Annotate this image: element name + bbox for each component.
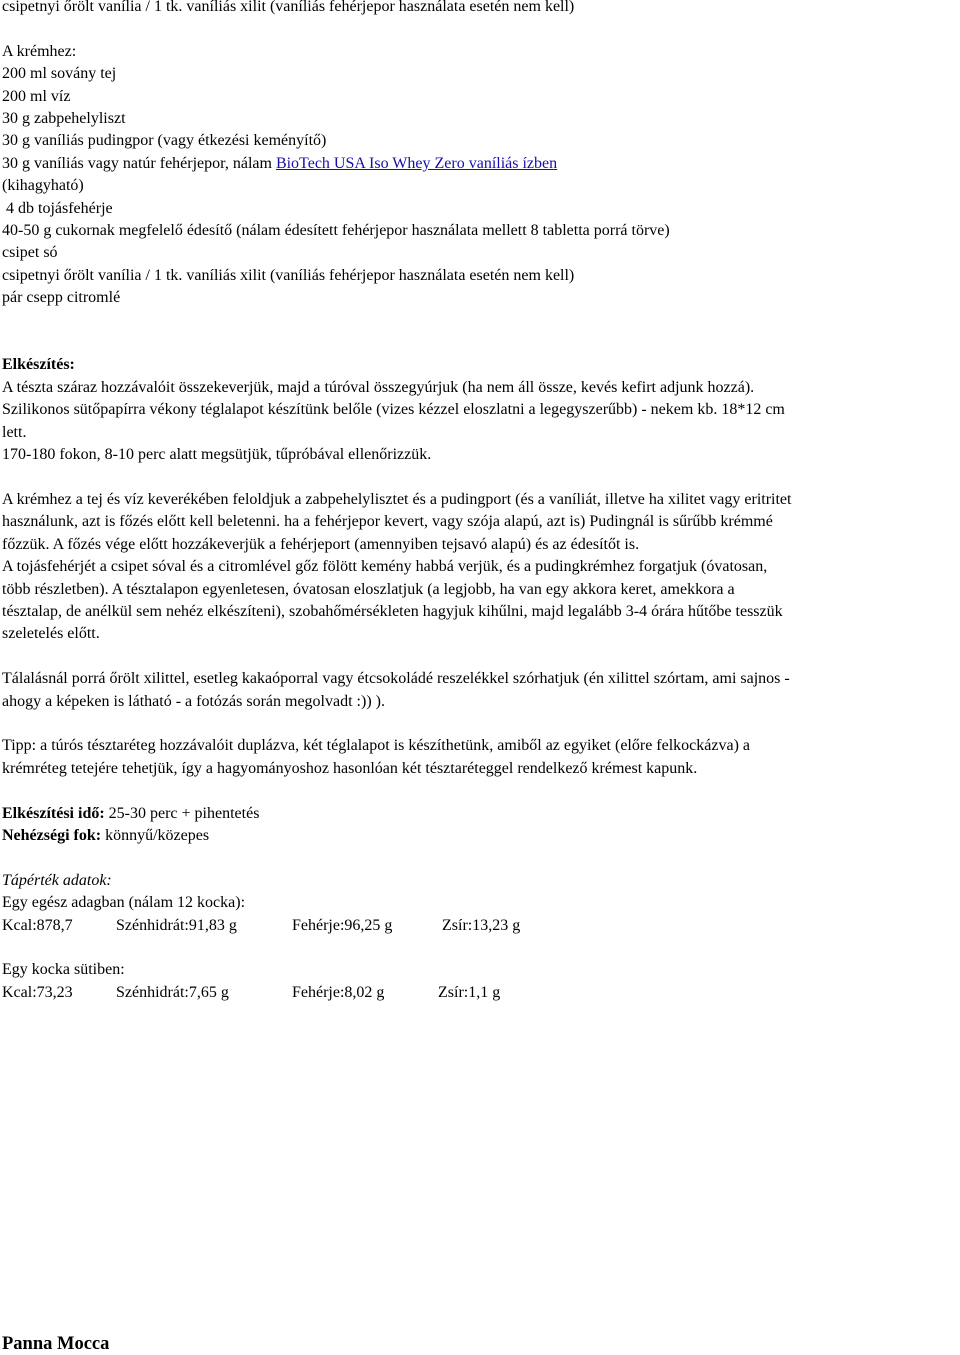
prep-line: Szilikonos sütőpapírra vékony téglalapot készítünk belőle (vizes kézzel eloszlatni a legegyszerűbb) - nekem kb. 18*12 cm [2, 401, 785, 419]
ingredient-item: 200 ml víz [2, 87, 71, 105]
nutrition-piece-row [2, 982, 958, 1004]
top-line: csipetnyi őrölt vanília / 1 tk. vaníliás xilit (vaníliás fehérjepor használata esetén nem kell) [2, 0, 575, 15]
spacer [2, 310, 958, 355]
nutrition-whole-label: Egy egész adagban (nálam 12 kocka): [2, 894, 246, 912]
difficulty-label: Nehézségi fok: [2, 826, 102, 844]
ingredient-item: csipetnyi őrölt vanília / 1 tk. vaníliás xilit (vaníliás fehérjepor használata esetén nem kell) [2, 266, 575, 284]
whole-kcal: Kcal:878,7 [2, 916, 73, 934]
spacer [2, 780, 958, 802]
spacer [2, 937, 958, 959]
prep-time-value: 25-30 perc + pihentetés [104, 804, 260, 822]
tip-line: Tipp: a túrós tésztaréteg hozzávalóit duplázva, két téglalapot is készíthetünk, amiből az egyiket (előre felkockázva) a [2, 737, 751, 755]
whole-carb: Szénhidrát:91,83 g [116, 916, 237, 934]
whole-fat: Zsír:13,23 g [442, 916, 521, 934]
difficulty-value: könnyű/közepes [101, 826, 210, 844]
cream-prep-line: tésztalap, de anélkül sem nehéz elkészíteni), szobahőmérsékleten hagyjuk kihűlni, majd legalább 3-4 órára hűtőbe tesszük [2, 602, 783, 620]
spacer [2, 847, 958, 869]
tip-line: krémréteg tetejére tehetjük, így a hagyományoshoz hasonlóan két tésztaréteggel rendelkező krémest kapunk. [2, 759, 698, 777]
whole-protein: Fehérje:96,25 g [292, 916, 393, 934]
nutrition-heading: Tápérték adatok: [2, 871, 112, 889]
cream-prep-line: több részletben). A tésztalapon egyenletesen, óvatosan eloszlatjuk (a legjobb, ha van egy akkora keret, amekkora a [2, 580, 735, 598]
spacer [2, 18, 958, 40]
protein-suffix: (kihagyható) [2, 177, 84, 195]
cream-heading: A krémhez: [2, 42, 77, 60]
ingredient-item: pár csepp citromlé [2, 289, 121, 307]
difficulty [2, 825, 958, 847]
cream-prep-line: főzzük. A főzés vége előtt hozzákeverjük a fehérjeport (amennyiben tejsavó alapú) és az édesítőt is. [2, 535, 640, 553]
protein-prefix: 30 g vaníliás vagy natúr fehérjepor, nálam [2, 154, 276, 172]
ingredient-item: csipet só [2, 244, 58, 262]
biotech-product-link[interactable]: BioTech USA Iso Whey Zero vaníliás ízben [275, 154, 558, 172]
cream-prep-line: használunk, azt is főzés előtt kell beletenni. ha a fehérjepor kevert, vagy szója alapú, azt is) Pudingnál is sűrűbb krémmé [2, 513, 773, 531]
piece-fat: Zsír:1,1 g [438, 983, 501, 1001]
cream-prep-line: A krémhez a tej és víz keverékében feloldjuk a zabpehelylisztet és a pudingport (és a vaníliát, illetve ha xilitet vagy eritritet [2, 490, 792, 508]
prep-line: 170-180 fokon, 8-10 perc alatt megsütjük, tűpróbával ellenőrizzük. [2, 446, 432, 464]
ingredient-item: 4 db tojásfehérje [2, 199, 113, 217]
prep-heading: Elkészítés: [2, 356, 75, 374]
prep-line: A tészta száraz hozzávalóit összekeverjük, majd a túróval összegyúrjuk (ha nem áll össze, kevés kefirt adjunk hozzá). [2, 378, 755, 396]
spacer [2, 646, 958, 668]
serving-line: Tálalásnál porrá őrölt xilittel, esetleg kakaóporral vagy étcsokoládé reszelékkel szórhatjuk (én xilittel szórtam, ami sajnos - [2, 670, 790, 688]
nutrition-piece-label: Egy kocka sütiben: [2, 961, 125, 979]
spacer [2, 467, 958, 489]
spacer [2, 713, 958, 735]
cream-prep-line: szeletelés előtt. [2, 625, 100, 643]
serving-line: ahogy a képeken is látható - a fotózás során megolvadt :)) ). [2, 692, 385, 710]
prep-line: lett. [2, 423, 27, 441]
footer-brand: Panna Mocca [2, 1334, 110, 1354]
piece-kcal: Kcal:73,23 [2, 983, 73, 1001]
cream-prep-line: A tojásfehérjét a csipet sóval és a citromlével gőz fölött kemény habbá verjük, és a pudingkrémhez forgatjuk (óvatosan, [2, 558, 768, 576]
ingredient-item-protein [2, 153, 958, 175]
nutrition-whole-row [2, 915, 958, 937]
ingredient-item: 30 g vaníliás pudingpor (vagy étkezési keményítő) [2, 132, 327, 150]
ingredient-item: 30 g zabpehelyliszt [2, 110, 126, 128]
ingredient-item: 200 ml sovány tej [2, 65, 117, 83]
prep-time-label: Elkészítési idő: [2, 804, 105, 822]
piece-protein: Fehérje:8,02 g [292, 983, 385, 1001]
prep-time [2, 803, 958, 825]
ingredient-item: 40-50 g cukornak megfelelő édesítő (nálam édesített fehérjepor használata mellett 8 tabletta porrá törve) [2, 222, 670, 240]
piece-carb: Szénhidrát:7,65 g [116, 983, 229, 1001]
